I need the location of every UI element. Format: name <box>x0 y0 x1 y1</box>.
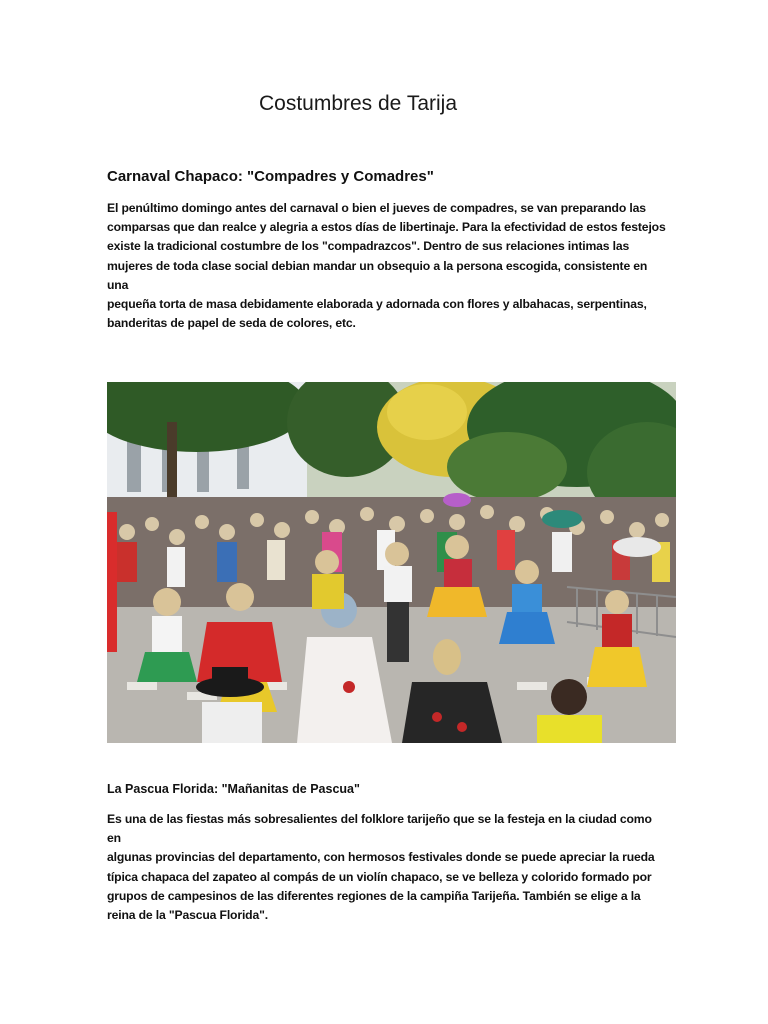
paragraph-carnaval <box>107 199 667 333</box>
paragraph-pascua <box>107 810 667 925</box>
text-line: mujeres de toda clase social debian mandar un obsequio a la persona escogida, consistente en una <box>107 258 648 292</box>
text-line: grupos de campesinos de las diferentes regiones de la campiña Tarijeña. También se elige a la <box>107 888 641 903</box>
section-heading-pascua: La Pascua Florida: "Mañanitas de Pascua" <box>107 782 360 796</box>
text-line: existe la tradicional costumbre de los "compadrazcos". Dentro de sus relaciones intimas las <box>107 239 630 254</box>
text-line: El penúltimo domingo antes del carnaval o bien el jueves de compadres, se van preparando las <box>107 201 646 215</box>
text-line: típica chapaca del zapateo al compás de un violín chapaco, se ve belleza y colorido formado por <box>107 869 652 884</box>
carnival-photo <box>107 382 676 743</box>
text-line: algunas provincias del departamento, con hermosos festivales donde se puede apreciar la rueda <box>107 850 655 865</box>
text-line: Es una de las fiestas más sobresalientes del folklore tarijeño que se la festeja en la ciudad como en <box>107 812 652 846</box>
page-title: Costumbres de Tarija <box>258 92 458 115</box>
text-line: comparsas que dan realce y alegria a estos días de libertinaje. Para la efectividad de estos festejos <box>107 220 666 235</box>
text-line: reina de la "Pascua Florida". <box>107 908 268 923</box>
text-line: banderitas de papel de seda de colores, etc. <box>107 316 356 331</box>
text-line: pequeña torta de masa debidamente elaborada y adornada con flores y albahacas, serpentinas, <box>107 297 647 312</box>
section-heading-carnaval: Carnaval Chapaco: "Compadres y Comadres" <box>107 168 434 185</box>
